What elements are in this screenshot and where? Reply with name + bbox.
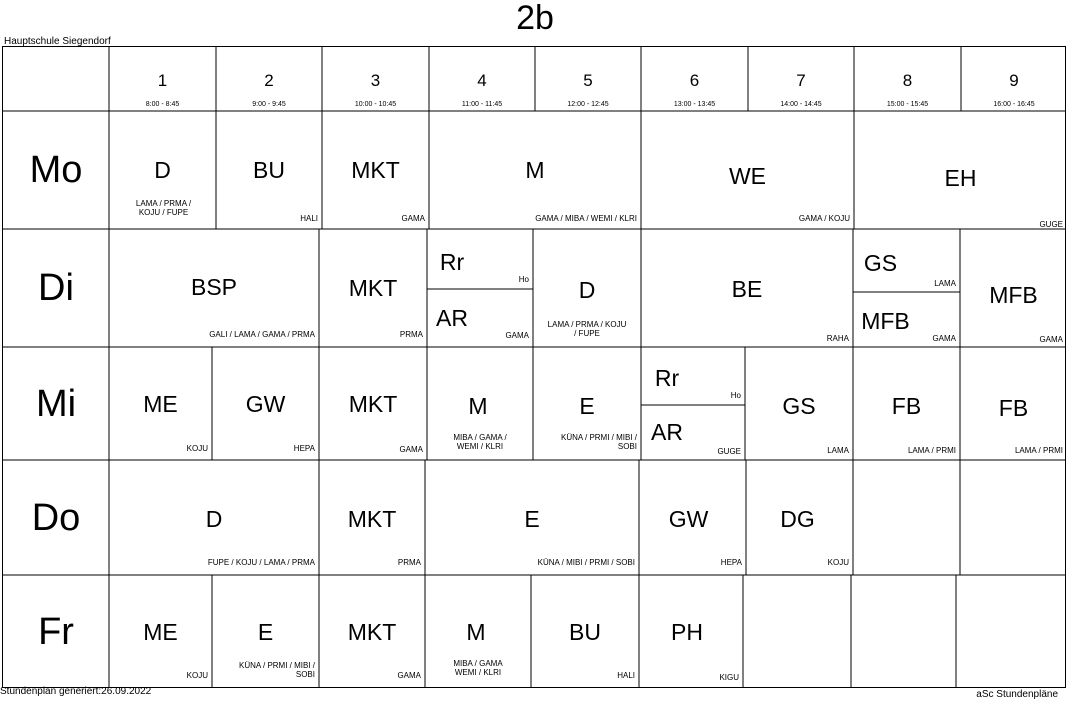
lesson-cell[interactable]	[109, 111, 216, 229]
lesson-teacher: GAMA	[505, 331, 529, 340]
period-number: 5	[583, 71, 593, 90]
period-header	[216, 47, 322, 111]
period-header	[854, 47, 961, 111]
day-label-fr: Fr	[38, 611, 74, 653]
lesson-teacher: PRMA	[397, 558, 421, 567]
lesson-subject: MKT	[348, 391, 398, 417]
lesson-teacher: HEPA	[293, 444, 315, 453]
lesson-teacher: FUPE / KOJU / LAMA / PRMA	[207, 558, 315, 567]
lesson-teacher: GALI / LAMA / GAMA / PRMA	[209, 330, 315, 339]
lesson-cell[interactable]	[960, 347, 1066, 460]
lesson-cell[interactable]	[641, 405, 745, 460]
lesson-subject: Rr	[439, 249, 465, 275]
lesson-subject: MKT	[347, 506, 397, 532]
period-header	[961, 47, 1066, 111]
period-header	[109, 47, 216, 111]
lesson-subject: MKT	[351, 157, 400, 183]
period-time: 9:00 - 9:45	[252, 101, 286, 108]
lesson-subject: BSP	[190, 274, 238, 300]
school-name: Hauptschule Siegendorf	[4, 36, 111, 47]
lesson-teacher: GAMA	[401, 214, 425, 223]
period-header	[322, 47, 429, 111]
lesson-teacher: GAMA	[399, 445, 423, 454]
period-header	[748, 47, 854, 111]
period-number: 2	[264, 71, 274, 90]
lesson-cell[interactable]	[960, 229, 1066, 347]
empty-cell	[960, 460, 1066, 575]
period-time: 16:00 - 16:45	[993, 101, 1035, 108]
lesson-cell[interactable]	[425, 575, 531, 688]
lesson-teacher: PRMA	[399, 330, 423, 339]
lesson-subject: AR	[436, 305, 468, 331]
day-label-mi: Mi	[35, 382, 77, 425]
lesson-teacher: GAMA	[1039, 335, 1063, 344]
lesson-subject: D	[154, 157, 171, 183]
lesson-cell[interactable]	[319, 575, 425, 688]
generated-date: Stundenplan generiert:26.09.2022	[0, 686, 152, 697]
lesson-subject: MFB	[861, 308, 910, 334]
lesson-teacher: GAMA / KOJU	[798, 214, 850, 223]
generator-credit: aSc Stundenpläne	[976, 689, 1058, 700]
lesson-cell[interactable]	[427, 347, 533, 460]
lesson-teacher: GAMA / MIBA / WEMI / KLRI	[535, 214, 637, 223]
lesson-teacher: Ho	[518, 275, 529, 284]
lesson-cell[interactable]	[854, 111, 1066, 229]
lesson-cell[interactable]	[319, 460, 425, 575]
lesson-subject: D	[578, 277, 596, 303]
period-time: 15:00 - 15:45	[886, 101, 929, 108]
lesson-subject: FB	[891, 393, 922, 419]
lesson-cell[interactable]	[639, 575, 743, 688]
lesson-teacher: RAHA	[826, 334, 849, 343]
period-time: 8:00 - 8:45	[145, 101, 180, 108]
lesson-cell[interactable]	[641, 347, 745, 405]
page-title: 2b	[516, 0, 554, 37]
lesson-teacher: HEPA	[720, 558, 742, 567]
lesson-subject: M	[525, 157, 545, 183]
timetable-grid	[2, 46, 1066, 688]
lesson-subject: ME	[143, 391, 178, 417]
lesson-teacher: KÜNA / PRMI / MIBI / SOBI	[560, 433, 637, 451]
lesson-cell[interactable]	[109, 229, 319, 347]
lesson-subject: AR	[651, 419, 683, 445]
lesson-subject: GW	[668, 506, 709, 532]
lesson-teacher: HALI	[617, 671, 635, 680]
lesson-subject: E	[257, 619, 274, 645]
lesson-cell[interactable]	[853, 347, 960, 460]
lesson-teacher: GAMA	[932, 334, 956, 343]
empty-cell	[743, 575, 851, 688]
lesson-teacher: GAMA	[397, 671, 421, 680]
lesson-cell[interactable]	[641, 111, 854, 229]
lesson-teacher: KIGU	[719, 673, 739, 682]
lesson-cell[interactable]	[212, 575, 319, 688]
lesson-subject: MKT	[347, 619, 397, 645]
lesson-subject: M	[466, 619, 486, 645]
day-label-di: Di	[38, 267, 74, 309]
period-number: 9	[1009, 71, 1019, 90]
lesson-teacher: KOJU	[186, 671, 208, 680]
period-time: 11:00 - 11:45	[461, 101, 503, 108]
lesson-subject: BU	[569, 619, 601, 645]
period-number: 6	[689, 71, 700, 90]
lesson-cell[interactable]	[216, 111, 322, 229]
lesson-cell[interactable]	[427, 229, 533, 289]
period-number: 7	[796, 71, 806, 90]
period-time: 13:00 - 13:45	[673, 101, 716, 108]
lesson-teacher: KOJU	[827, 558, 849, 567]
lesson-cell[interactable]	[319, 347, 427, 460]
lesson-cell[interactable]	[639, 460, 746, 575]
lesson-cell[interactable]	[531, 575, 639, 688]
period-header	[535, 47, 641, 111]
period-number: 4	[477, 71, 487, 90]
lesson-subject: Rr	[654, 365, 680, 391]
lesson-teacher: KÜNA / MIBI / PRMI / SOBI	[537, 558, 635, 567]
lesson-subject: E	[524, 506, 540, 532]
lesson-teacher: MIBA / GAMA / WEMI / KLRI	[453, 433, 507, 451]
period-time: 10:00 - 10:45	[354, 101, 397, 108]
lesson-cell[interactable]	[853, 229, 960, 292]
lesson-subject: MKT	[348, 275, 398, 301]
period-number: 8	[902, 71, 913, 90]
period-number: 3	[370, 71, 381, 90]
day-label-mo: Mo	[29, 149, 83, 191]
lesson-teacher: Ho	[730, 391, 741, 400]
lesson-subject: BE	[731, 276, 763, 302]
lesson-subject: FB	[998, 395, 1029, 421]
lesson-cell[interactable]	[745, 347, 853, 460]
lesson-subject: GS	[782, 393, 816, 419]
period-header	[641, 47, 748, 111]
lesson-cell[interactable]	[322, 111, 429, 229]
lesson-teacher: HALI	[300, 214, 318, 223]
lesson-cell[interactable]	[429, 111, 641, 229]
period-number: 1	[157, 71, 168, 90]
lesson-subject: E	[579, 393, 595, 419]
lesson-cell[interactable]	[533, 229, 641, 347]
period-time: 12:00 - 12:45	[567, 101, 609, 108]
lesson-cell[interactable]	[109, 575, 212, 688]
lesson-subject: PH	[671, 619, 703, 645]
lesson-subject: GW	[245, 391, 286, 417]
empty-cell	[956, 575, 1066, 688]
empty-cell	[851, 575, 956, 688]
lesson-cell[interactable]	[109, 460, 319, 575]
lesson-teacher: LAMA / PRMI	[1014, 446, 1063, 455]
lesson-cell[interactable]	[212, 347, 319, 460]
lesson-teacher: LAMA	[827, 446, 849, 455]
lesson-teacher: GUGE	[717, 447, 741, 456]
lesson-cell[interactable]	[853, 292, 960, 347]
lesson-cell[interactable]	[109, 347, 212, 460]
lesson-subject: BU	[253, 157, 285, 183]
lesson-teacher: GUGE	[1039, 220, 1063, 229]
lesson-teacher: LAMA / PRMA / KOJU / FUPE	[135, 199, 192, 217]
lesson-teacher: KÜNA / PRMI / MIBI / SOBI	[238, 661, 315, 679]
lesson-subject: MFB	[989, 282, 1038, 308]
lesson-subject: GS	[863, 250, 898, 276]
lesson-subject: M	[468, 393, 488, 419]
lesson-teacher: LAMA	[934, 279, 956, 288]
lesson-cell[interactable]	[746, 460, 853, 575]
lesson-cell[interactable]	[425, 460, 639, 575]
lesson-subject: ME	[143, 619, 178, 645]
lesson-subject: WE	[728, 163, 767, 189]
lesson-subject: D	[205, 506, 223, 532]
lesson-teacher: KOJU	[186, 444, 208, 453]
lesson-teacher: MIBA / GAMA WEMI / KLRI	[453, 659, 503, 677]
lesson-subject: EH	[944, 165, 977, 191]
empty-cell	[853, 460, 960, 575]
lesson-cell[interactable]	[427, 289, 533, 347]
day-label-do: Do	[31, 496, 81, 539]
period-time: 14:00 - 14:45	[780, 101, 822, 108]
lesson-subject: DG	[780, 506, 815, 532]
lesson-teacher: LAMA / PRMI	[907, 446, 956, 455]
lesson-teacher: LAMA / PRMA / KOJU / FUPE	[547, 320, 627, 338]
period-header	[429, 47, 535, 111]
